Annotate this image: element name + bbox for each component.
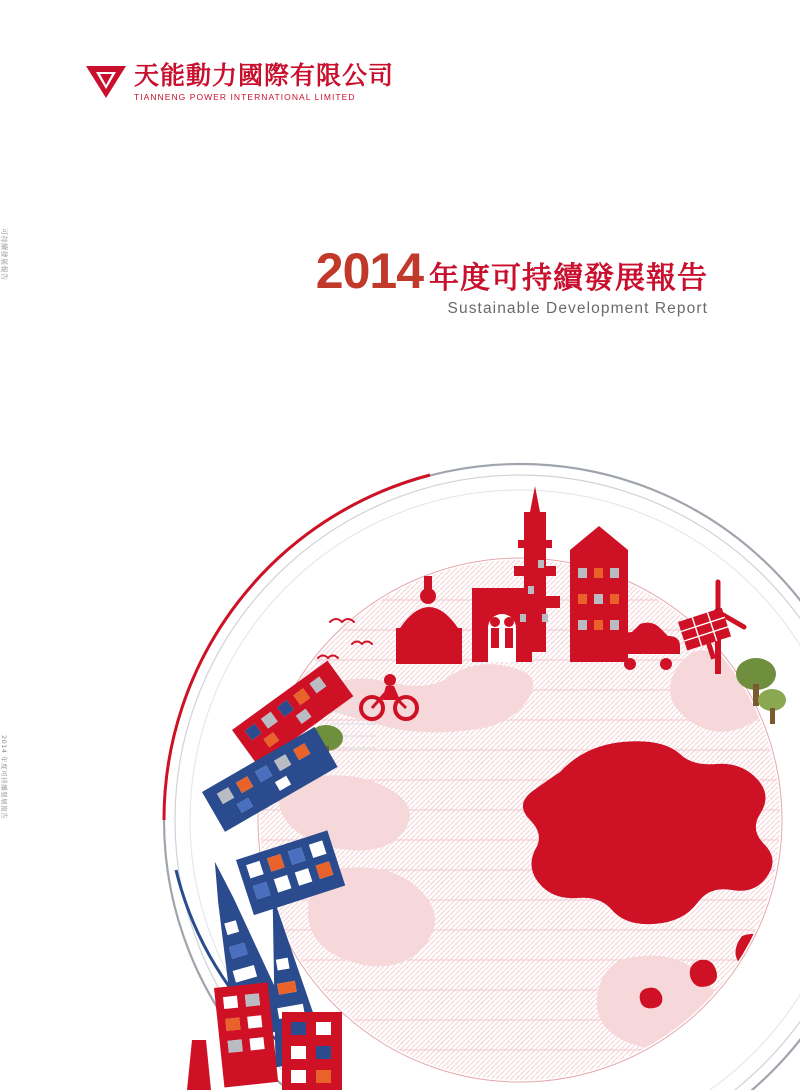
title-main-row [316, 245, 708, 297]
company-name-en: TIANNENG POWER INTERNATIONAL LIMITED [134, 92, 356, 102]
report-title-en: Sustainable Development Report [447, 300, 708, 317]
report-year: 2014 [315, 243, 423, 299]
spine-label-bottom: 2014 年度可持續發展報告 [0, 735, 8, 820]
cover-illustration [0, 400, 800, 1090]
spine-label-top: 可持續發展報告 [0, 228, 8, 281]
logo-text-group [134, 62, 394, 103]
company-logo [84, 62, 394, 103]
cover-title [316, 245, 708, 319]
tianneng-triangle-mark-icon [84, 62, 128, 102]
report-title-cn: 年度可持續發展報告 [429, 261, 708, 296]
company-name-cn: 天能動力國際有限公司 [134, 61, 395, 90]
